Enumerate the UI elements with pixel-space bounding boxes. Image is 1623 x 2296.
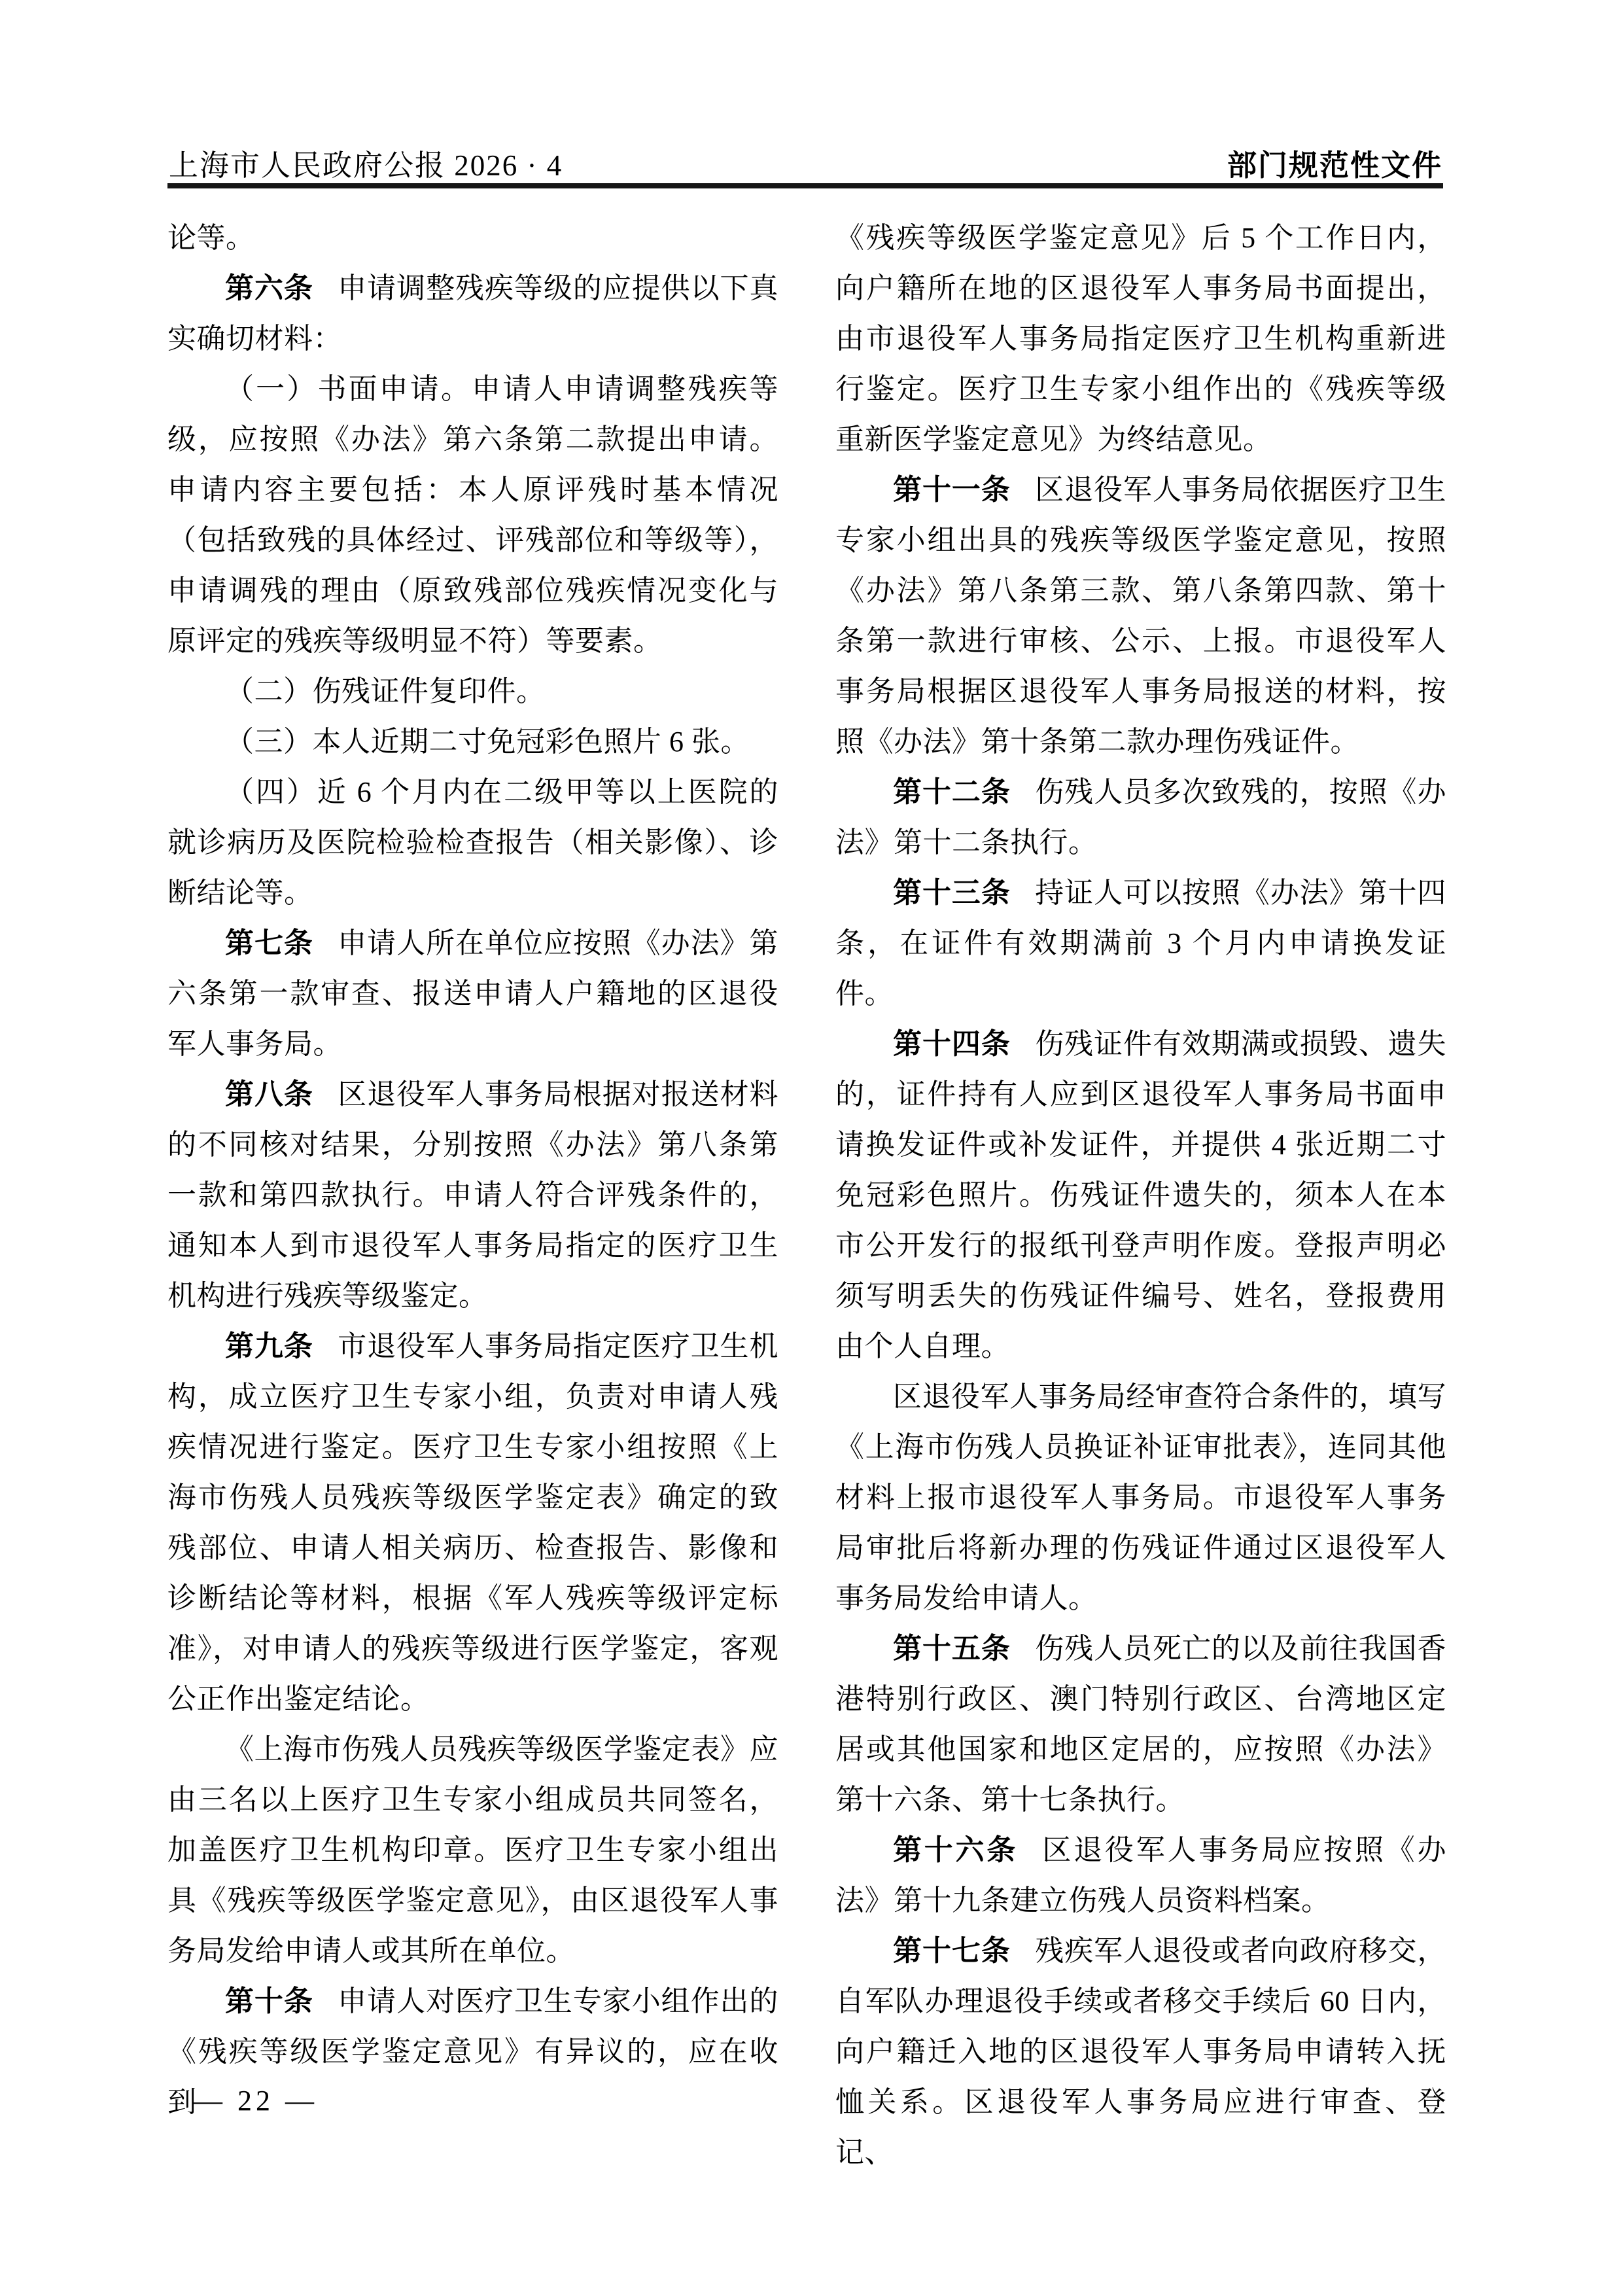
paragraph: 区退役军人事务局经审查符合条件的，填写《上海市伤残人员换证补证审批表》，连同其他材料上报市退役军人事务局。市退役军人事务局审批后将新办理的伤残证件通过区退役军人事务局发给申请人。 xyxy=(835,1381,1446,1614)
paragraph: 论等。 xyxy=(167,222,255,254)
paragraph: 第八条 区退役军人事务局根据对报送材料的不同核对结果，分别按照《办法》第八条第一款和第四款执行。申请人符合评残条件的，通知本人到市退役军人事务局指定的医疗卫生机构进行残疾等级鉴定。 xyxy=(167,1078,778,1312)
paragraph: 《残疾等级医学鉴定意见》后 5 个工作日内，向户籍所在地的区退役军人事务局书面提出，由市退役军人事务局指定医疗卫生机构重新进行鉴定。医疗卫生专家小组作出的《残疾等级重新医学鉴定意见》为终结意见。 xyxy=(835,222,1446,455)
paragraph: （四）近 6 个月内在二级甲等以上医院的就诊病历及医院检验检查报告（相关影像）、诊断结论等。 xyxy=(167,776,778,909)
paragraph: 第十条 申请人对医疗卫生专家小组作出的《残疾等级医学鉴定意见》有异议的，应在收到 xyxy=(167,1985,778,2118)
article-number: 第十四条 xyxy=(893,1028,1011,1060)
paragraph: （二）伤残证件复印件。 xyxy=(225,675,546,707)
article-number: 第十二条 xyxy=(893,776,1011,808)
paragraph: （一）书面申请。申请人申请调整残疾等级，应按照《办法》第六条第二款提出申请。申请内容主要包括：本人原评残时基本情况（包括致残的具体经过、评残部位和等级等），申请调残的理由（原致残部位残疾情况变化与原评定的残疾等级明显不符）等要素。 xyxy=(167,373,778,657)
paragraph: 第十二条 伤残人员多次致残的，按照《办法》第十二条执行。 xyxy=(835,776,1447,858)
paragraph: 第十一条 区退役军人事务局依据医疗卫生专家小组出具的残疾等级医学鉴定意见，按照《办法》第八条第三款、第八条第四款、第十条第一款进行审核、公示、上报。市退役军人事务局根据区退役军人事务局报送的材料，按照《办法》第十条第二款办理伤残证件。 xyxy=(835,474,1447,758)
article-number: 第十五条 xyxy=(893,1633,1011,1665)
article-number: 第九条 xyxy=(225,1330,313,1362)
article-number: 第十三条 xyxy=(893,877,1011,909)
header-publication-title: 上海市人民政府公报 2026 · 4 xyxy=(169,149,563,182)
article-number: 第六条 xyxy=(225,272,313,304)
paragraph: 第十七条 残疾军人退役或者向政府移交，自军队办理退役手续或者移交手续后 60 日内，向户籍迁入地的区退役军人事务局申请转入抚恤关系。区退役军人事务局应进行审查、登记、 xyxy=(835,1935,1447,2168)
paragraph: （三）本人近期二寸免冠彩色照片 6 张。 xyxy=(225,726,750,758)
footer-page-number: — 22 — xyxy=(194,2085,318,2117)
left-column xyxy=(167,213,778,2127)
paragraph: 第七条 申请人所在单位应按照《办法》第六条第一款审查、报送申请人户籍地的区退役军人事务局。 xyxy=(167,927,778,1060)
paragraph: 第九条 市退役军人事务局指定医疗卫生机构，成立医疗卫生专家小组，负责对申请人残疾情况进行鉴定。医疗卫生专家小组按照《上海市伤残人员残疾等级医学鉴定表》确定的致残部位、申请人相关病历、检查报告、影像和诊断结论等材料，根据《军人残疾等级评定标准》，对申请人的残疾等级进行医学鉴定，客观公正作出鉴定结论。 xyxy=(167,1330,778,1715)
paragraph: 《上海市伤残人员残疾等级医学鉴定表》应由三名以上医疗卫生专家小组成员共同签名，加盖医疗卫生机构印章。医疗卫生专家小组出具《残疾等级医学鉴定意见》，由区退役军人事务局发给申请人或其所在单位。 xyxy=(167,1733,778,1967)
article-number: 第十条 xyxy=(225,1985,313,2017)
paragraph: 第十六条 区退役军人事务局应按照《办法》第十九条建立伤残人员资料档案。 xyxy=(835,1834,1447,1916)
paragraph: 第六条 申请调整残疾等级的应提供以下真实确切材料： xyxy=(167,272,778,355)
article-number: 第十六条 xyxy=(893,1834,1019,1866)
paragraph: 第十三条 持证人可以按照《办法》第十四条，在证件有效期满前 3 个月内申请换发证件。 xyxy=(835,877,1447,1010)
article-number: 第八条 xyxy=(225,1078,313,1110)
header-rule xyxy=(167,183,1443,188)
paragraph: 第十四条 伤残证件有效期满或损毁、遗失的，证件持有人应到区退役军人事务局书面申请换发证件或补发证件，并提供 4 张近期二寸免冠彩色照片。伤残证件遗失的，须本人在本市公开发行的报纸刊登声明作废。登报声明必须写明丢失的伤残证件编号、姓名，登报费用由个人自理。 xyxy=(835,1028,1447,1362)
paragraph: 第十五条 伤残人员死亡的以及前往我国香港特别行政区、澳门特别行政区、台湾地区定居或其他国家和地区定居的，应按照《办法》第十六条、第十七条执行。 xyxy=(835,1633,1447,1816)
article-number: 第七条 xyxy=(225,927,313,959)
right-column xyxy=(835,213,1446,2178)
article-number: 第十七条 xyxy=(893,1935,1011,1967)
header-section-title: 部门规范性文件 xyxy=(1227,149,1442,182)
article-number: 第十一条 xyxy=(893,474,1011,506)
